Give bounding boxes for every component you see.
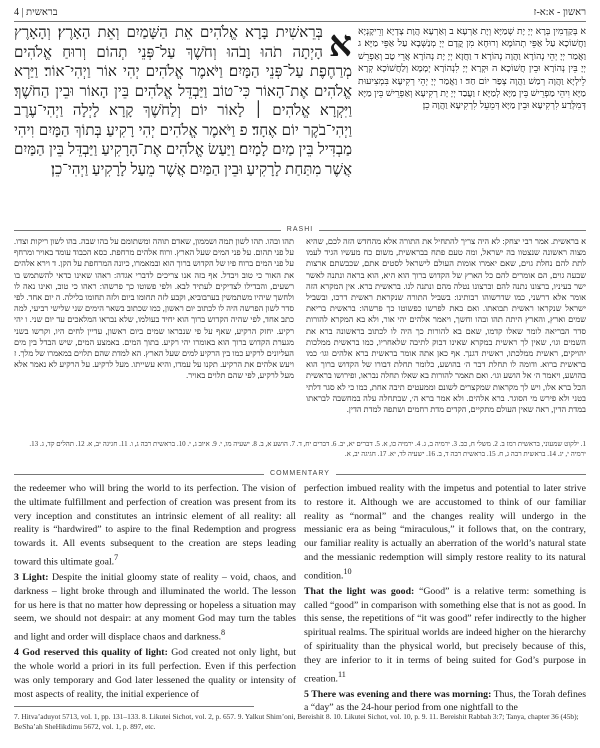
commentary-paragraph: 5 There was evening and there was morning: Thus, the Torah defines a “day” as the 24-hour period from one nightfall to the [304, 688, 587, 714]
rashi-label-text: RASHI [281, 226, 319, 233]
commentary-label [0, 470, 600, 477]
rashi-column-left: תהו ובהו. תהו לשון תמה ושממון, שאדם תוהה ומשתומם על בהו שבה. בהו לשון ריקות וצדו. על פני תהום. על פני המים שעל הארץ. ורוח אלהים מרחפת. כסא הכבוד עומד באויר ומרחף על פני המים ברוח פיו של הקדוש ברוך הוא ובמאמרו, כיונה המרחפת על הקן. ד וירא אלהים את האור כי טוב ויבדל. אף בזה אנו צריכים לדברי אגדה: ראהו שאינו כדאי להשתמש בו רשעים, והבדילו לצדיקים לעתיד לבא. ולפי פשוטו כך פרשהו: ראהו כי טוב, ואינו נאה לו ולחשך שיהיו משתמשין בערבוביא, וקבע לזה תחומו ביום ולזה תחומו בלילה. ה יום אחד. לפי סדר לשון הפרשה היה לו לכתוב יום ראשון, כמו שכתוב בשאר הימים שני שלישי רביעי, למה כתב אחד, לפי שהיה הקדוש ברוך הוא יחיד בעולמו, שלא נבראו המלאכים עד יום שני. ו יהי רקיע. יחזק הרקיע, שאף על פי שנבראו שמים ביום ראשון, עדיין לחים היו, וקרשו בשני מגערת הקדוש ברוך הוא באומרו יהי רקיע. בתוך המים. באמצע המים, שיש הבדל בין מים העליונים לרקיע כמו בין הרקיע למים שעל הארץ. הא למדת שהם תלוים במאמרו של מלך. ז ויעש אלהים את הרקיע. תקנו על עמדו, והיא עשייתו. מעל לרקיע. על הרקיע לא נאמר אלא מעל לרקיע, לפי שהם תלוים באויר. [14, 237, 294, 381]
book-name: בראשית [26, 7, 58, 18]
rashi-label [0, 226, 600, 233]
torah-text: בְּרֵאשִׁית בָּרָא אֱלֹהִים אֵת הַשָּׁמַיִם וְאֵת הָאָרֶץ׃ וְהָאָרֶץ הָיְתָה תֹהוּ וָבֹהוּ וְחֹשֶׁךְ עַל־פְּנֵי תְהוֹם וְרוּחַ אֱלֹהִים מְרַחֶפֶת עַל־פְּנֵי הַמָּיִם׃ וַיֹּאמֶר אֱלֹהִים יְהִי אוֹר וַיְהִי־אוֹר׃ וַיַּרְא אֱלֹהִים אֶת־הָאוֹר כִּי־טוֹב וַיַּבְדֵּל אֱלֹהִים בֵּין הָאוֹר וּבֵין הַחֹשֶׁךְ׃ וַיִּקְרָא אֱלֹהִים ׀ לָאוֹר יוֹם וְלַחֹשֶׁךְ קָרָא לָיְלָה וַיְהִי־עֶרֶב וַיְהִי־בֹקֶר יוֹם אֶחָד׃ פ וַיֹּאמֶר אֱלֹהִים יְהִי רָקִיעַ בְּתוֹךְ הַמָּיִם וִיהִי מַבְדִּיל בֵּין מַיִם לָמָיִם׃ וַיַּעַשׂ אֱלֹהִים אֶת־הָרָקִיעַ וַיַּבְדֵּל בֵּין הַמַּיִם אֲשֶׁר מִתַּחַת לָרָקִיעַ וּבֵין הַמַּיִם אֲשֶׁר מֵעַל לָרָקִיעַ וַיְהִי־כֵן׃ [14, 25, 352, 178]
commentary-paragraph: the redeemer who will bring the world to its perfection. The vision of the ultimate fulfillment and perfection of creation was present from its very inception and constitutes an intrinsic element of all reality: all reality is “hardwired” to aspire to the final Redemption and progress towards it. All events subsequent to the creation are steps leading toward this ultimate goal.$^7$ [14, 483, 296, 568]
torah-text-block [14, 24, 352, 220]
rashi-commentary [14, 236, 586, 436]
commentary-column-left [14, 482, 296, 700]
english-footnotes: 7. Hitva’aduyot 5713, vol. 1, pp. 131–133. 8. Likutei Sichot, vol. 2, p. 657. 9. Yalkut Shim’oni, Bereishit 8. 10. Likutei Sichot, vol. 10, p. 9. 11. Bereishit Rabbah 3:7; Tanya, chapter 36 (45b); BeSha’ah SheHikdimu 5672, vol. 1, p. 897, etc. [14, 712, 579, 731]
rashi-column-right: א בראשית. אמר רבי יצחק: לא היה צריך להתחיל את התורה אלא מהחדש הזה לכם, שהיא מצוה ראשונה שנצטוו בה ישראל, ומה טעם פתח בבראשית, משום כח מעשיו הגיד לעמו לתת להם נחלת גוים, שאם יאמרו אומות העולם לישראל לסטים אתם, שכבשתם ארצות שבעה גוים, הם אומרים להם כל הארץ של הקדוש ברוך הוא היא, הוא בראה ונתנה לאשר ישר בעיניו, ברצונו נתנה להם וברצונו נטלה מהם ונתנה לנו. בראשית ברא. אין המקרא הזה אומר אלא דרשני, כמו שדרשוהו רבותינו: בשביל התורה שנקראת ראשית דרכו, ובשביל ישראל שנקראו ראשית תבואתו. ואם באת לפרשו כפשוטו כך פרשהו: בראשית בריאת שמים וארץ, והארץ היתה תהו ובהו וחשך, ויאמר אלהים יהי אור, ולא בא המקרא להורות סדר הבריאה לומר שאלו קדמו, שאם בא להורות כך היה לו לכתוב בראשונה ברא את השמים וגו׳, שאין לך ראשית במקרא שאינו דבוק לתיבה שלאחריו, כמו בראשית ממלכות יהויקים, ראשית ממלכתו, ראשית דגנך. אף כאן אתה אומר בראשית ברא אלהים וגו׳ כמו בראשית ברוא. ודומה לו תחלת דבר ה׳ בהושע, כלומר תחלת דבורו של הקדוש ברוך הוא בהושע, ויאמר ה׳ אל הושע וגו׳. ואם תאמר להורות בא שאלו תחלה נבראו, ופירושו בראשית הכל ברא אלו, ויש לך מקראות שמקצרים לשונם וממעטים תיבה אחת, כמו כי לא סגר דלתי בטני ולא פירש מי הסוגר. ברא אלהים. ולא אמר ברא ה׳, שבתחלה עלה במחשבה לבראתו במדת הדין, ראה שאין העולם מתקיים, הקדים מדת רחמים ושתפה למדת הדין. [306, 237, 586, 415]
commentary-column-right [304, 482, 587, 714]
chapter-ref: ראשון - א:א-ז [533, 7, 586, 18]
header-separator: | [21, 7, 24, 18]
commentary-paragraph: 4 God reserved this quality of light: God created not only light, but the whole world a priori in its full perfection. Even if this perfection was only temporary and God later lessened the quality or intensity of most aspects of reality, the initial experience of [14, 647, 296, 700]
commentary-paragraph: perfection imbued reality with the impetus and potential to later strive to restore it. Although we are accustomed to think of our familiar reality as “normal” and the changes reality will undergo in the messianic era as being “miraculous,” it follows that, on the contrary, our familiar reality is actually an aberration of the world’s natural state and the messianic redemption will simply restore reality to its natural condition.$^{10}$ [304, 483, 586, 582]
running-header [14, 6, 586, 20]
hebrew-footnotes: 1. ילקוט שמעוני, בראשית רמז ב. 2. משלי ח, כב. 3. ירמיה ב, ג. 4. ירמיה כו, א. 5. דברים יא, יב. 6. דברים יח, ד. 7. הושע א, ב. 8. ישעיה מו, י. 9. איוב ג, י. 10. בראשית רבה ג, ו. 11. חגיגה יב, א. 12. תהלים קד, ג. 13. ירמיה י, יג. 14. בראשית רבה ג, ח. 15. בראשית רבה ד, ב. 16. ישעיה לד, יא. 17. חגיגה יב, א. [29, 440, 586, 458]
drop-cap: א [328, 24, 352, 64]
commentary-paragraph: 3 Light: Despite the initial gloomy state of reality – void, chaos, and darkness – light broke through and illuminated the world. The lesson for us here is that no matter how depressing or hopeless a situation may seem, we should not despair: at any moment God may turn the tables and light and order will displace chaos and darkness.$^8$ [14, 572, 296, 643]
header-left [14, 6, 58, 20]
header-rule [14, 21, 586, 22]
page-number: 4 [14, 7, 19, 18]
onkelos-translation: א בְּקַדְמִין בְּרָא יְיָ יָת שְׁמַיָּא וְיָת אַרְעָא׃ ב וְאַרְעָא הֲוָת צָדְיָא וְרֵיקָנְיָא וַחֲשׁוֹכָא עַל אַפֵּי תְהוֹמָא וְרוּחָא מִן קֳדָם יְיָ מְנַשְּׁבָא עַל אַפֵּי מַיָּא׃ ג וַאֲמַר יְיָ יְהֵי נְהוֹרָא וַהֲוָה נְהוֹרָא׃ ד וַחֲזָא יְיָ יָת נְהוֹרָא אֲרֵי טָב וְאַפְרֵשׁ יְיָ בֵּין נְהוֹרָא וּבֵין חֲשׁוֹכָא׃ ה וּקְרָא יְיָ לִנְהוֹרָא יְמָמָא וְלַחֲשׁוֹכָא קְרָא לֵילְיָא וַהֲוָה רְמַשׁ וַהֲוָה צְפַר יוֹם חַד׃ ו וַאֲמַר יְיָ יְהֵי רְקִיעָא בִּמְצִיעוּת מַיָּא וִיהֵי מַפְרֵישׁ בֵּין מַיָּא לְמַיָּא׃ ז וַעֲבַד יְיָ יָת רְקִיעָא וְאַפְרֵישׁ בֵּין מַיָּא דְּמִלְּרַע לִרְקִיעָא וּבֵין מַיָּא דְּמֵעֵל לִרְקִיעָא וַהֲוָה כֵן׃ [358, 27, 586, 112]
commentary-paragraph: That the light was good: “Good” is a relative term: something is called “good” in comparison with something else that is not as good. In this sense, the repetitions of “it was good” refer indirectly to the higher spiritual realms. The spiritual worlds are indeed higher on the hierarchy of spirituality than the physical world, but precisely because of this, they are inferior to it in terms of being suited for God’s purpose in creation.$^{11}$ [304, 585, 586, 684]
notes-rule [14, 706, 254, 707]
commentary-label-text: COMMENTARY [264, 470, 336, 477]
